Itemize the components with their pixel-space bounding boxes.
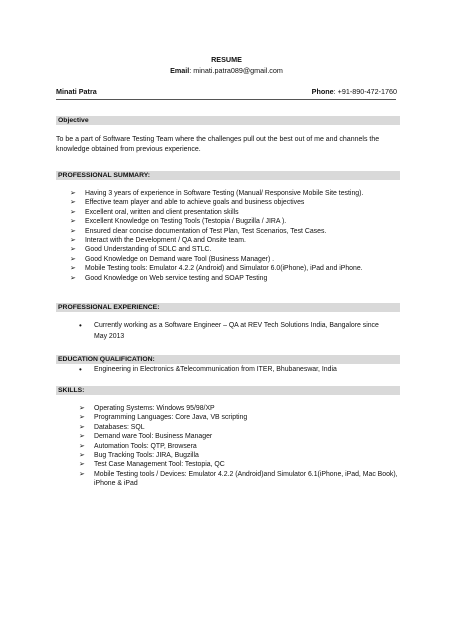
list-item-text: Good Knowledge on Web service testing and SOAP Testing	[85, 274, 268, 282]
bullet-icon: ➢	[70, 265, 76, 273]
bullet-icon: ➢	[79, 442, 85, 450]
list-item-text: Interact with the Development / QA and Onsite team.	[85, 237, 246, 245]
bullet-icon: ➢	[70, 199, 76, 207]
objective-heading: Objective	[56, 116, 400, 125]
list-item-text: Databases: SQL	[94, 423, 145, 431]
bullet-icon: ➢	[70, 227, 76, 235]
list-item-text: Programming Languages: Core Java, VB scripting	[94, 414, 248, 422]
list-item	[70, 217, 410, 226]
skills-list	[79, 404, 399, 489]
list-item-text: Engineering in Electronics &Telecommunication from ITER, Bhubaneswar, India	[94, 366, 337, 373]
list-item-text: Excellent oral, written and client presentation skills	[85, 208, 239, 216]
list-item	[70, 245, 410, 254]
bullet-icon: ➢	[70, 237, 76, 245]
list-item-text: Bug Tracking Tools: JIRA, Bugzilla	[94, 452, 199, 460]
list-item	[70, 236, 410, 245]
list-item	[79, 451, 399, 460]
experience-heading: PROFESSIONAL EXPERIENCE:	[56, 303, 400, 312]
bullet-icon: •	[79, 365, 82, 374]
list-item	[79, 321, 379, 342]
summary-heading: PROFESSIONAL SUMMARY:	[56, 171, 400, 180]
list-item	[70, 227, 410, 236]
list-item	[70, 255, 410, 264]
objective-text: To be a part of Software Testing Team where the challenges pull out the best out of me and channels the knowledge obtained from previous experience.	[56, 136, 380, 153]
list-item-text: Operating Systems: Windows 95/98/XP	[94, 405, 215, 412]
experience-list	[79, 321, 379, 342]
candidate-name: Minati Patra	[56, 87, 97, 96]
phone-line: Phone: +91-890-472-1760	[311, 87, 397, 96]
bullet-icon: ➢	[79, 414, 85, 422]
list-item-text: Ensured clear concise documentation of Test Plan, Test Scenarios, Test Cases.	[85, 227, 327, 235]
bullet-icon: ➢	[79, 452, 85, 460]
list-item	[70, 274, 410, 283]
bullet-icon: •	[79, 321, 82, 330]
phone-value: +91-890-472-1760	[337, 87, 397, 96]
email-line: Email: minati.patra089@gmail.com	[170, 66, 283, 75]
bullet-icon: ➢	[70, 246, 76, 254]
list-item-text: Good Understanding of SDLC and STLC.	[85, 246, 212, 254]
list-item	[70, 264, 410, 273]
list-item-text: Excellent Knowledge on Testing Tools (Testopia / Bugzilla / JIRA ).	[85, 218, 287, 226]
bullet-icon: ➢	[70, 255, 76, 263]
bullet-icon: ➢	[79, 405, 85, 412]
list-item	[79, 423, 399, 432]
list-item	[79, 460, 399, 469]
skills-heading: SKILLS:	[56, 386, 400, 395]
list-item-text: Mobile Testing tools: Emulator 4.2.2 (Android) and Simulator 6.0(iPhone), iPad and iPhone.	[85, 265, 363, 273]
list-item	[79, 365, 399, 374]
list-item-text: Automation Tools: QTP, Browsera	[94, 442, 197, 450]
list-item-text: Demand ware Tool: Business Manager	[94, 433, 213, 441]
email-label: Email	[170, 66, 190, 75]
phone-label: Phone	[311, 87, 334, 96]
list-item	[79, 442, 399, 451]
list-item-text: Test Case Management Tool: Testopia, QC	[94, 461, 225, 469]
bullet-icon: ➢	[70, 274, 76, 282]
list-item-text: Good Knowledge on Demand ware Tool (Business Manager) .	[85, 255, 275, 263]
list-item	[79, 404, 399, 413]
bullet-icon: ➢	[70, 208, 76, 216]
bullet-icon: ➢	[79, 423, 85, 431]
education-heading: EDUCATION QUALIFICATION:	[56, 355, 400, 364]
list-item	[70, 189, 410, 198]
bullet-icon: ➢	[70, 190, 76, 197]
list-item	[70, 208, 410, 217]
bullet-icon: ➢	[79, 461, 85, 469]
summary-list	[70, 189, 410, 283]
bullet-icon: ➢	[79, 433, 85, 441]
resume-title: RESUME	[211, 55, 242, 64]
education-list	[79, 365, 399, 374]
list-item-text: Effective team player and able to achieve goals and business objectives	[85, 199, 305, 207]
list-item	[79, 470, 399, 489]
email-value: minati.patra089@gmail.com	[193, 66, 283, 75]
list-item-text: Having 3 years of experience in Software Testing (Manual/ Responsive Mobile Site testing).	[85, 190, 364, 197]
list-item-text: Mobile Testing tools / Devices: Emulator 4.2.2 (Android)and Simulator 6.1(iPhone, iPad, Mac Book), iPhone & iPad	[94, 470, 398, 488]
list-item	[79, 432, 399, 441]
list-item	[70, 198, 410, 207]
list-item-text: Currently working as a Software Engineer – QA at REV Tech Solutions India, Bangalore since May 2013	[94, 322, 379, 340]
list-item	[79, 413, 399, 422]
header-divider	[56, 99, 396, 100]
bullet-icon: ➢	[70, 218, 76, 226]
bullet-icon: ➢	[79, 470, 85, 478]
